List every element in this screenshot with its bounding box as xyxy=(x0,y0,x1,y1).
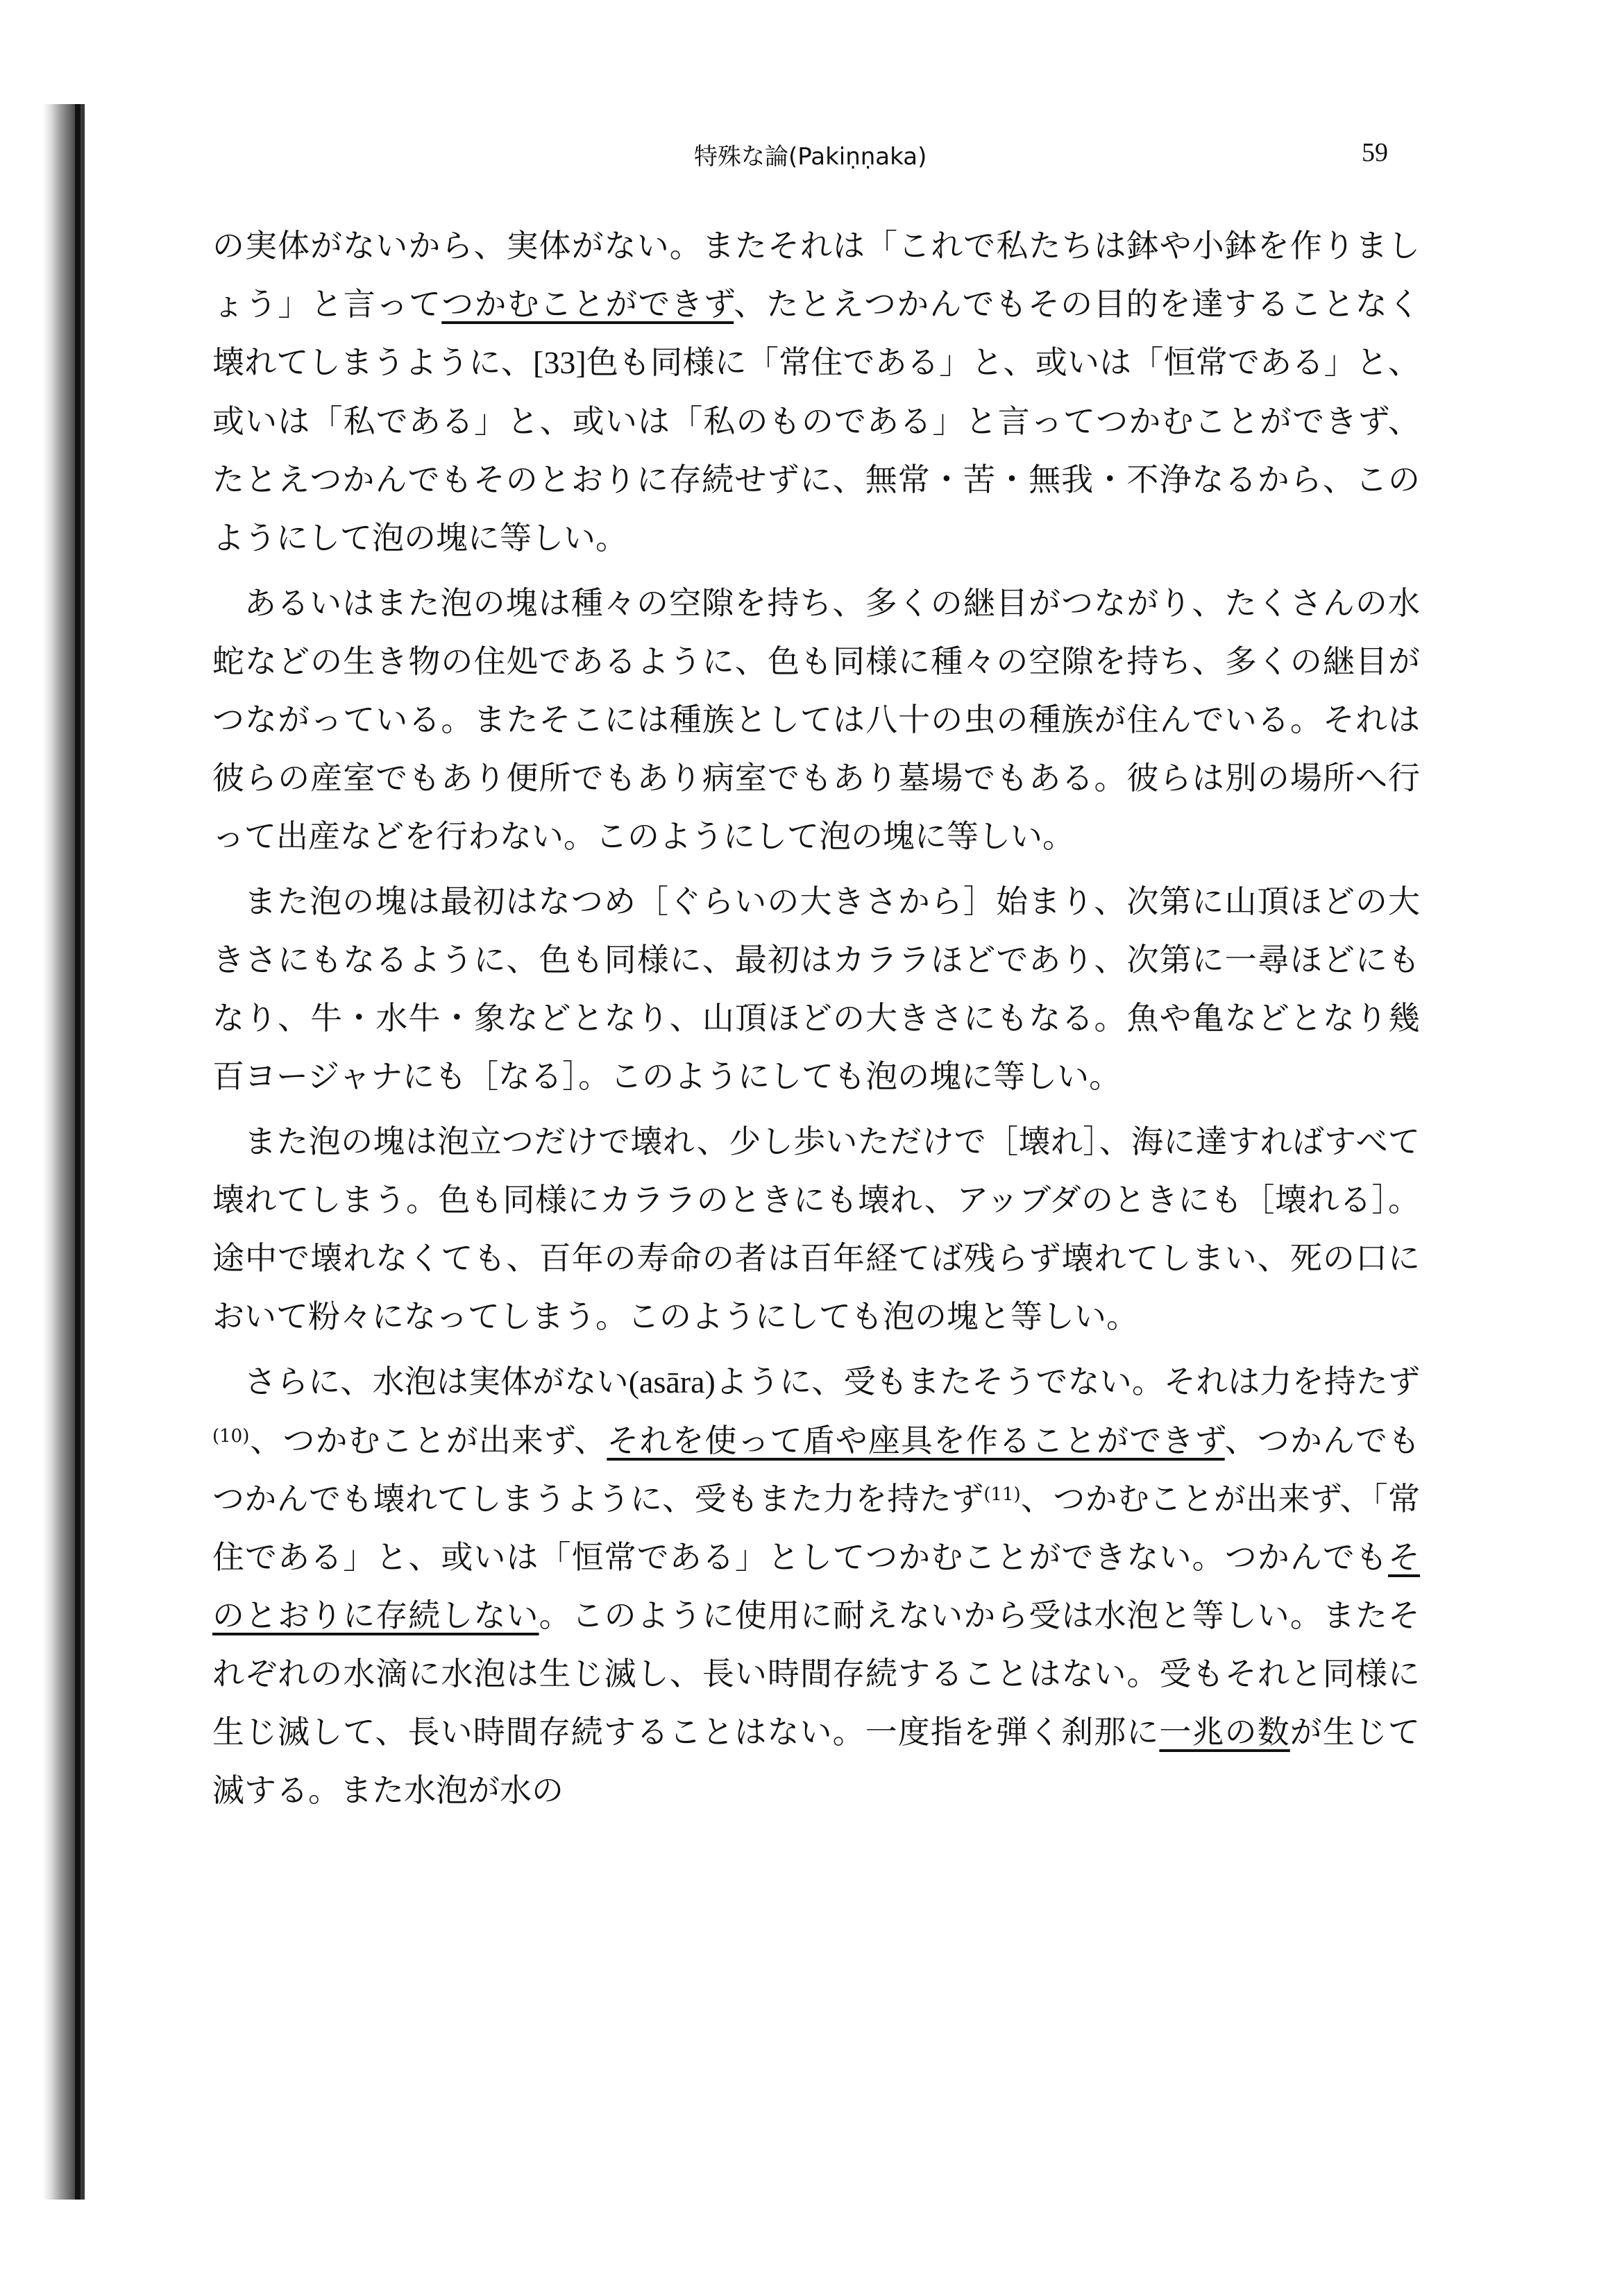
underlined-phrase: それを使って盾や座具を作ることができず xyxy=(607,1422,1225,1459)
text-run: ように、受もまたそうでない。それは力を持たず xyxy=(715,1363,1421,1400)
paragraph-5 xyxy=(212,1352,1420,1819)
paragraph-1 xyxy=(212,216,1420,567)
page-number: 59 xyxy=(1362,138,1388,167)
text-run: 、つかむことが出来ず、 xyxy=(249,1422,607,1459)
underlined-phrase: そのとおりに存続しない xyxy=(212,1538,1420,1634)
text-run: 、つかむことが出来ず、「常住である」と、或いは「恒常である」としてつかむことができない。つかんでも xyxy=(212,1480,1420,1576)
paragraph-3: また泡の塊は最初はなつめ［ぐらいの大きさから］始まり、次第に山頂ほどの大きさにもなるように、色も同様に、最初はカララほどであり、次第に一尋ほどにもなり、牛・水牛・象などとなり、山頂ほどの大きさにもなる。魚や亀などとなり幾百ヨージャナにも［なる］。このようにしても泡の塊に等しい。 xyxy=(212,883,1420,1095)
underlined-phrase: つかむことができず xyxy=(441,285,734,323)
paragraph-2: あるいはまた泡の塊は種々の空隙を持ち、多くの継目がつながり、たくさんの水蛇などの生き物の住処であるように、色も同様に種々の空隙を持ち、多くの継目がつながっている。またそこには種族としては八十の虫の種族が住んでいる。それは彼らの産室でもあり便所でもあり病室でもあり墓場でもある。彼らは別の場所へ行って出産などを行わない。このようにして泡の塊に等しい。 xyxy=(212,584,1420,855)
paragraph-4: また泡の塊は泡立つだけで壊れ、少し歩いただけで［壊れ］、海に達すればすべて壊れてしまう。色も同様にカララのときにも壊れ、アッブダのときにも［壊れる］。途中で壊れなくても、百年の寿命の者は百年経てば残らず壊れてしまい、死の口において粉々になってしまう。このようにしても泡の塊と等しい。 xyxy=(212,1123,1420,1335)
text-run: 色も同様に「常住である」と、或いは「恒常である」と、或いは「私である」と、或いは「私のものである」と言ってつかむことができず、たとえつかんでもそのとおりに存続せずに、無常・苦・無我・不浄なるから、このようにして泡の塊に等しい。 xyxy=(212,343,1421,556)
text-run: 。このように使用に耐えないから受は水泡と等しい。またそれぞれの水滴に水泡は生じ滅し、長い時間存続することはない。受もそれと同様に生じ滅して、長い時間存続することはない。一度指を弾く刹那に xyxy=(212,1597,1421,1751)
text-run: が生じて滅する。また水泡が水の xyxy=(212,1713,1420,1809)
footnote-ref: (10) xyxy=(212,1426,250,1447)
binding-edge xyxy=(75,104,81,2200)
text-run: 、つかんでもつかんでも壊れてしまうように、受もまた力を持たず xyxy=(212,1422,1420,1517)
running-head: 特殊な論(Pakiṇṇaka) xyxy=(694,143,927,171)
page-header xyxy=(0,137,1624,179)
text-run: 、たとえつかんでもその目的を達することなく壊れてしまうように、 xyxy=(212,285,1420,381)
text-run: の実体がないから、実体がない。またそれは「これで私たちは鉢や小鉢を作りましょう」と言って xyxy=(212,227,1420,323)
pali-term: (asāra) xyxy=(628,1364,716,1400)
footnote-ref: (11) xyxy=(983,1484,1021,1505)
text-run: さらに、水泡は実体がない xyxy=(244,1363,629,1400)
source-page-ref: [33] xyxy=(533,345,586,380)
body-text xyxy=(212,216,1420,1826)
underlined-phrase: 一兆の数 xyxy=(1159,1713,1290,1751)
